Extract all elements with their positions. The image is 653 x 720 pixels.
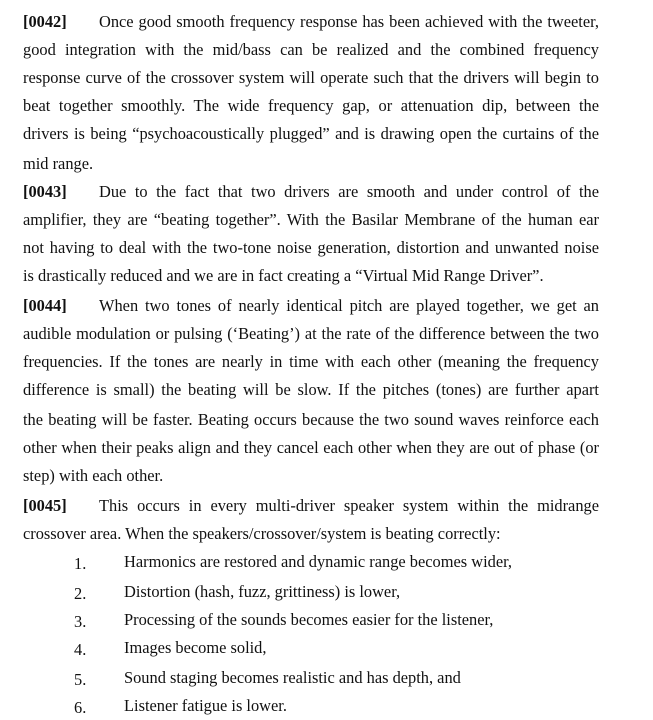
paragraph-number: [0043] <box>23 182 67 201</box>
paragraph-number: [0045] <box>23 496 67 515</box>
paragraph-0043-line-4: is drastically reduced and we are in fact creating a “Virtual Mid Range Driver”. <box>23 266 544 285</box>
list-item-number: 4. <box>74 640 87 659</box>
paragraph-0044-line-3: frequencies. If the tones are nearly in time with each other (meaning the frequency <box>23 352 599 371</box>
list-item-text: Listener fatigue is lower. <box>124 696 287 715</box>
paragraph-0045-line-1 <box>23 496 599 516</box>
paragraph-0042-line-2: good integration with the mid/bass can be realized and the combined frequency <box>23 40 599 59</box>
list-item-text: Distortion (hash, fuzz, grittiness) is lower, <box>124 582 401 601</box>
list-item-text: Harmonics are restored and dynamic range becomes wider, <box>124 552 513 571</box>
paragraph-0042-line-6: mid range. <box>23 154 94 173</box>
paragraph-text: When two tones of nearly identical pitch are played together, we get an <box>99 296 599 315</box>
paragraph-number: [0044] <box>23 296 67 315</box>
paragraph-number: [0042] <box>23 12 67 31</box>
list-item-number: 3. <box>74 612 87 631</box>
paragraph-0043-line-3: not having to deal with the two-tone noise generation, distortion and unwanted noise <box>23 238 599 257</box>
list-item-number: 1. <box>74 554 87 573</box>
paragraph-0042-line-3: response curve of the crossover system will operate such that the drivers will begin to <box>23 68 599 87</box>
paragraph-0043-line-1 <box>23 182 599 202</box>
paragraph-0042-line-1 <box>23 12 599 32</box>
paragraph-0044-line-2: audible modulation or pulsing (‘Beating’) at the rate of the difference between the two <box>23 324 599 343</box>
list-item-text: Images become solid, <box>124 638 267 657</box>
paragraph-0045-line-2: crossover area. When the speakers/crossover/system is beating correctly: <box>23 524 501 543</box>
list-item-number: 2. <box>74 584 87 603</box>
paragraph-0044-line-6: other when their peaks align and they cancel each other when they are out of phase (or <box>23 438 599 457</box>
paragraph-text: Due to the fact that two drivers are smooth and under control of the <box>99 182 599 201</box>
paragraph-0043-line-2: amplifier, they are “beating together”. With the Basilar Membrane of the human ear <box>23 210 599 229</box>
paragraph-0044-line-1 <box>23 296 599 316</box>
paragraph-0044-line-7: step) with each other. <box>23 466 164 485</box>
list-item-text: Sound staging becomes realistic and has depth, and <box>124 668 461 687</box>
paragraph-0042-line-5: drivers is being “psychoacoustically plugged” and is drawing open the curtains of the <box>23 124 599 143</box>
paragraph-text: Once good smooth frequency response has been achieved with the tweeter, <box>99 12 599 31</box>
paragraph-text: This occurs in every multi-driver speaker system within the midrange <box>99 496 599 515</box>
paragraph-0044-line-4: difference is small) the beating will be slow. If the pitches (tones) are further apart <box>23 380 599 399</box>
list-item-text: Processing of the sounds becomes easier for the listener, <box>124 610 494 629</box>
list-item-number: 5. <box>74 670 87 689</box>
paragraph-0042-line-4: beat together smoothly. The wide frequency gap, or attenuation dip, between the <box>23 96 599 115</box>
list-item-number: 6. <box>74 698 87 717</box>
paragraph-0044-line-5: the beating will be faster. Beating occurs because the two sound waves reinforce each <box>23 410 599 429</box>
